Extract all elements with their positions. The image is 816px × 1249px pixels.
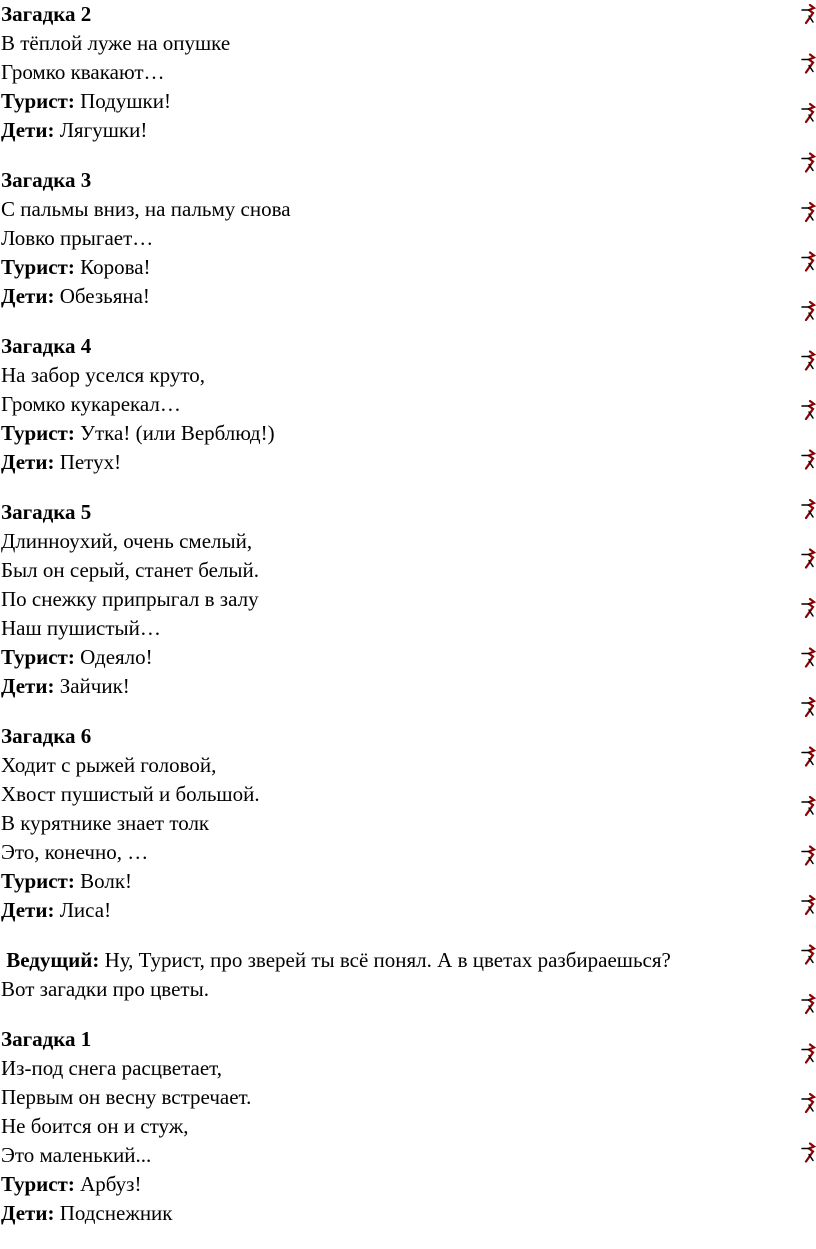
dancing-figure-icon [802, 946, 814, 964]
kids-label: Дети: [1, 450, 55, 474]
riddle-verse-line: В тёплой луже на опушке [1, 31, 231, 55]
dancing-figure-icon [802, 896, 814, 914]
kids-label: Дети: [1, 284, 55, 308]
riddle-verse-line: Наш пушистый… [1, 616, 161, 640]
dancing-figure-icon [802, 203, 814, 221]
host-line [1, 946, 791, 975]
riddle-verse-line: В курятнике знает толк [1, 811, 210, 835]
document-body [1, 0, 791, 1249]
tourist-answer-line [1, 1170, 791, 1199]
dancing-figure-icon [802, 55, 814, 73]
dancing-figure-icon [802, 1144, 814, 1162]
dancing-figure-icon [802, 649, 814, 667]
kids-answer-line [1, 282, 791, 311]
dancing-figure-icon [802, 451, 814, 469]
riddle-verse-line: Громко квакают… [1, 60, 165, 84]
dancing-figure-icon [802, 5, 814, 23]
riddle-title: Загадка 4 [1, 334, 92, 358]
dancing-figure-icon [802, 748, 814, 766]
host-line-continued: Вот загадки про цветы. [1, 977, 209, 1001]
dancing-figure-icon [802, 104, 814, 122]
kids-answer: Зайчик! [54, 674, 130, 698]
riddle-title: Загадка 1 [1, 1027, 92, 1051]
kids-answer: Обезьяна! [54, 284, 150, 308]
kids-answer: Подснежник [54, 1201, 173, 1225]
dancing-figure-icon [802, 995, 814, 1013]
riddle-block [1, 0, 791, 145]
riddle-verse-line: Из-под снега расцветает, [1, 1056, 223, 1080]
tourist-label: Турист: [1, 869, 75, 893]
tourist-answer-line [1, 253, 791, 282]
riddle-block [1, 1025, 791, 1228]
dancing-figure-icon [802, 1094, 814, 1112]
kids-answer-line [1, 896, 791, 925]
tourist-answer: Волк! [74, 869, 133, 893]
riddle-verse-line: Это маленький... [1, 1143, 152, 1167]
riddle-verse-line: По снежку припрыгал в залу [1, 587, 259, 611]
tourist-answer-line [1, 643, 791, 672]
kids-answer: Лиса! [54, 898, 112, 922]
riddle-title: Загадка 5 [1, 500, 92, 524]
riddle-verse-line: Это, конечно, … [1, 840, 149, 864]
riddle-verse-line: Не боится он и стуж, [1, 1114, 189, 1138]
tourist-answer: Арбуз! [74, 1172, 142, 1196]
tourist-answer-line [1, 867, 791, 896]
dancing-figure-icon [802, 302, 814, 320]
riddle-block [1, 332, 791, 477]
tourist-label: Турист: [1, 1172, 75, 1196]
dancing-figure-icon [802, 253, 814, 271]
riddle-verse-line: Длинноухий, очень смелый, [1, 529, 253, 553]
decorative-page-border [798, 0, 816, 1191]
dancing-figure-icon [802, 797, 814, 815]
riddle-verse-line: С пальмы вниз, на пальму снова [1, 197, 291, 221]
riddle-block [1, 166, 791, 311]
host-paragraph [1, 946, 791, 1004]
kids-answer: Лягушки! [54, 118, 148, 142]
kids-answer-line [1, 672, 791, 701]
tourist-label: Турист: [1, 645, 75, 669]
dancing-figure-icon [802, 599, 814, 617]
tourist-answer-line [1, 87, 791, 116]
host-speaker-label: Ведущий: [6, 948, 100, 972]
tourist-answer: Утка! (или Верблюд!) [74, 421, 275, 445]
riddle-verse-line: Был он серый, станет белый. [1, 558, 259, 582]
kids-label: Дети: [1, 1201, 55, 1225]
riddle-verse-line: Первым он весну встречает. [1, 1085, 252, 1109]
riddle-title: Загадка 2 [1, 2, 92, 26]
dancing-figure-icon [802, 1045, 814, 1063]
tourist-label: Турист: [1, 421, 75, 445]
tourist-label: Турист: [1, 89, 75, 113]
dancing-figure-icon [802, 401, 814, 419]
riddle-block [1, 498, 791, 701]
kids-label: Дети: [1, 674, 55, 698]
kids-label: Дети: [1, 898, 55, 922]
dancing-figure-icon [802, 550, 814, 568]
riddle-title: Загадка 3 [1, 168, 92, 192]
dancing-figure-icon [802, 698, 814, 716]
kids-answer-line [1, 116, 791, 145]
riddle-title: Загадка 6 [1, 724, 92, 748]
riddle-verse-line: Громко кукарекал… [1, 392, 181, 416]
tourist-answer: Подушки! [74, 89, 171, 113]
tourist-answer: Корова! [74, 255, 151, 279]
riddle-verse-line: Ходит с рыжей головой, [1, 753, 217, 777]
dancing-figure-icon [802, 154, 814, 172]
riddle-verse-line: Хвост пушистый и большой. [1, 782, 260, 806]
riddle-verse-line: Ловко прыгает… [1, 226, 154, 250]
tourist-label: Турист: [1, 255, 75, 279]
kids-answer-line [1, 1199, 791, 1228]
kids-label: Дети: [1, 118, 55, 142]
dancing-figure-icon [802, 500, 814, 518]
riddle-verse-line: На забор уселся круто, [1, 363, 205, 387]
tourist-answer: Одеяло! [74, 645, 153, 669]
kids-answer: Петух! [54, 450, 122, 474]
riddle-block [1, 722, 791, 925]
dancing-figure-icon [802, 352, 814, 370]
dancing-figure-icon [802, 847, 814, 865]
kids-answer-line [1, 448, 791, 477]
tourist-answer-line [1, 419, 791, 448]
host-speech: Ну, Турист, про зверей ты всё понял. А в цветах разбираешься? [99, 948, 671, 972]
